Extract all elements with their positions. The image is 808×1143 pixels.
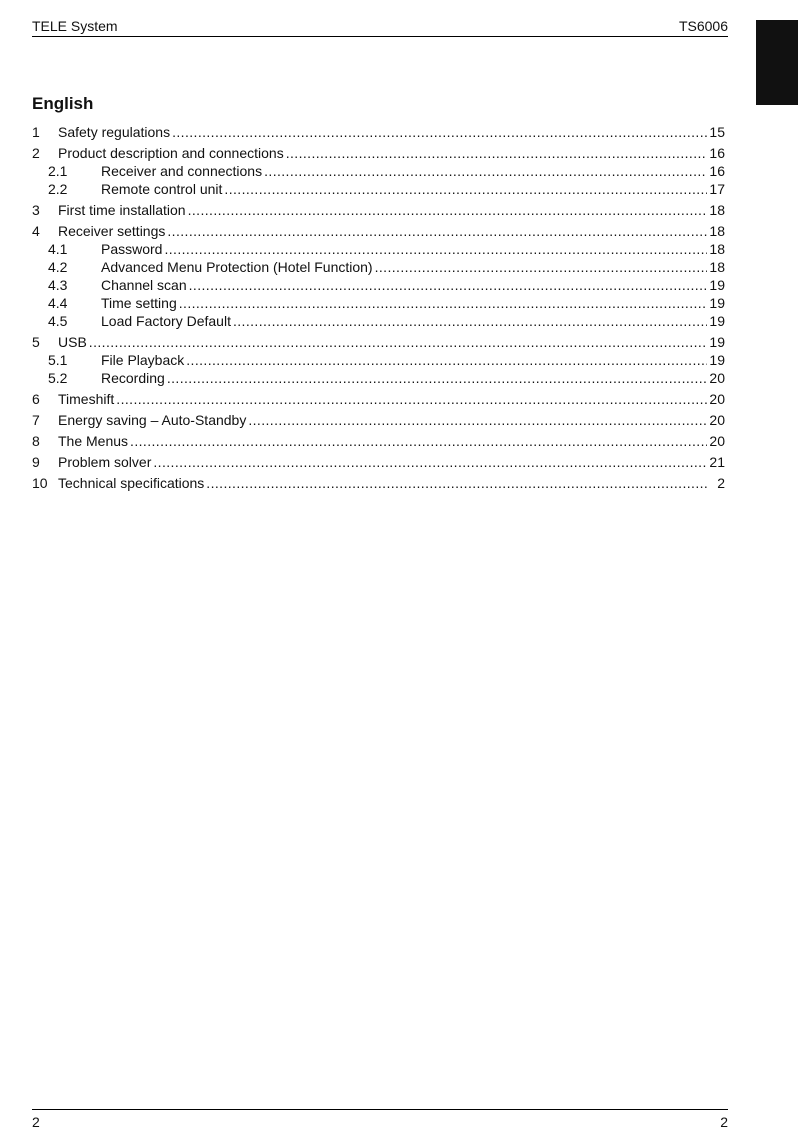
toc-entry-title: File Playback — [101, 352, 185, 368]
toc-entry-title: Product description and connections — [58, 145, 284, 161]
toc-dot-leader — [224, 181, 707, 197]
toc-entry-number: 9 — [32, 454, 40, 470]
header-model: TS6006 — [678, 18, 728, 34]
toc-entry-title: Channel scan — [101, 277, 187, 293]
toc-entry[interactable] — [32, 368, 725, 386]
toc-entry-title: First time installation — [58, 202, 186, 218]
toc-entry-title: Recording — [101, 370, 165, 386]
toc-entry-title: Receiver and connections — [101, 163, 263, 179]
toc-entry-number: 5.2 — [48, 370, 68, 386]
toc-entry-title: Safety regulations — [58, 124, 171, 140]
toc-entry-page: 17 — [709, 181, 725, 197]
toc-entry[interactable] — [32, 452, 725, 470]
toc-dot-leader — [248, 412, 707, 428]
toc-entry[interactable] — [32, 275, 725, 293]
toc-entry-number: 10 — [32, 475, 48, 491]
toc-entry-number: 8 — [32, 433, 40, 449]
toc-entry-page: 16 — [709, 145, 725, 161]
footer-page-number-right: 2 — [720, 1114, 728, 1130]
toc-entry[interactable] — [32, 161, 725, 179]
toc-entry[interactable] — [32, 473, 725, 491]
toc-entry-title: Password — [101, 241, 163, 257]
toc-entry-title: Problem solver — [58, 454, 152, 470]
toc-entry[interactable] — [32, 221, 725, 239]
toc-entry[interactable] — [32, 389, 725, 407]
toc-entry-page: 18 — [709, 259, 725, 275]
toc-entry[interactable] — [32, 431, 725, 449]
toc-entry-number: 4.4 — [48, 295, 68, 311]
toc-entry-number: 2.2 — [48, 181, 68, 197]
toc-dot-leader — [286, 145, 708, 161]
toc-entry-title: Time setting — [101, 295, 177, 311]
toc-entry-page: 19 — [709, 313, 725, 329]
toc-dot-leader — [264, 163, 707, 179]
toc-entry-title: Technical specifications — [58, 475, 205, 491]
toc-entry-page: 18 — [709, 202, 725, 218]
toc-dot-leader — [167, 370, 708, 386]
toc-dot-leader — [179, 295, 708, 311]
toc-entry-number: 4.3 — [48, 277, 68, 293]
toc-dot-leader — [189, 277, 708, 293]
toc-entry[interactable] — [32, 410, 725, 428]
toc-entry-page: 20 — [709, 391, 725, 407]
footer-page-number-left: 2 — [32, 1114, 40, 1130]
toc-entry-number: 6 — [32, 391, 40, 407]
toc-entry[interactable] — [32, 122, 725, 140]
toc-entry[interactable] — [32, 257, 725, 275]
toc-entry-page: 20 — [709, 370, 725, 386]
toc-entry-page: 20 — [709, 433, 725, 449]
toc-entry-number: 2 — [32, 145, 40, 161]
page-header — [32, 16, 728, 37]
toc-entry-page: 16 — [709, 163, 725, 179]
toc-entry[interactable] — [32, 200, 725, 218]
toc-dot-leader — [188, 202, 708, 218]
toc-entry-title: Remote control unit — [101, 181, 223, 197]
toc-entry-page: 20 — [709, 412, 725, 428]
toc-dot-leader — [172, 124, 707, 140]
toc-entry[interactable] — [32, 311, 725, 329]
toc-entry-title: The Menus — [58, 433, 129, 449]
toc-entry-number: 4.1 — [48, 241, 68, 257]
toc-dot-leader — [89, 334, 708, 350]
toc-entry-page: 19 — [709, 277, 725, 293]
toc-entry-number: 5.1 — [48, 352, 68, 368]
toc-entry-number: 4 — [32, 223, 40, 239]
toc-dot-leader — [164, 241, 707, 257]
toc-entry[interactable] — [32, 350, 725, 368]
toc-dot-leader — [116, 391, 707, 407]
toc-entry-page: 21 — [709, 454, 725, 470]
toc-entry-title: Receiver settings — [58, 223, 166, 239]
toc-entry-title: Load Factory Default — [101, 313, 231, 329]
toc-entry-title: Energy saving – Auto-Standby — [58, 412, 247, 428]
toc-entry[interactable] — [32, 239, 725, 257]
toc-dot-leader — [186, 352, 707, 368]
toc-entry-number: 2.1 — [48, 163, 68, 179]
toc-entry-number: 1 — [32, 124, 40, 140]
toc-entry-title: USB — [58, 334, 87, 350]
toc-dot-leader — [206, 475, 709, 491]
toc-entry-page: 19 — [709, 334, 725, 350]
toc-entry[interactable] — [32, 293, 725, 311]
header-brand: TELE System — [32, 18, 118, 34]
toc-entry-page: 19 — [709, 352, 725, 368]
section-title: English — [32, 94, 94, 113]
toc-dot-leader — [167, 223, 707, 239]
toc-entry-number: 4.2 — [48, 259, 68, 275]
toc-dot-leader — [130, 433, 707, 449]
toc-entry-number: 5 — [32, 334, 40, 350]
toc-entry-page: 18 — [709, 223, 725, 239]
page-footer — [32, 1109, 728, 1132]
toc-entry-page: 19 — [709, 295, 725, 311]
table-of-contents — [32, 122, 725, 491]
toc-entry-title: Advanced Menu Protection (Hotel Function) — [101, 259, 373, 275]
toc-entry-title: Timeshift — [58, 391, 115, 407]
toc-entry[interactable] — [32, 332, 725, 350]
toc-entry-page: 2 — [717, 475, 725, 491]
toc-entry[interactable] — [32, 143, 725, 161]
toc-entry-number: 4.5 — [48, 313, 68, 329]
toc-dot-leader — [375, 259, 708, 275]
toc-entry-number: 7 — [32, 412, 40, 428]
toc-dot-leader — [153, 454, 707, 470]
toc-entry[interactable] — [32, 179, 725, 197]
toc-dot-leader — [233, 313, 707, 329]
toc-entry-page: 15 — [709, 124, 725, 140]
toc-entry-number: 3 — [32, 202, 40, 218]
language-side-tab — [756, 20, 798, 105]
toc-entry-page: 18 — [709, 241, 725, 257]
